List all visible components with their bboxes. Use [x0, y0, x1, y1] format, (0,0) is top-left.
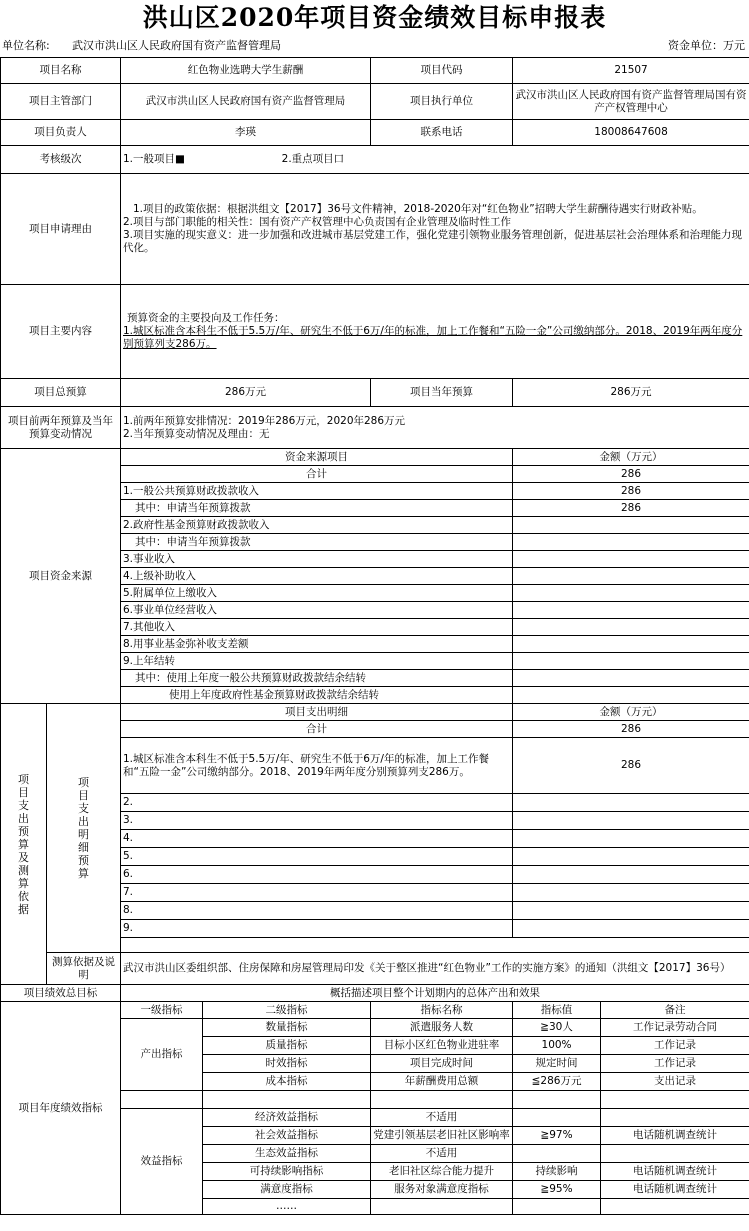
project-code-label: 项目代码	[371, 58, 513, 84]
ind-l2: 满意度指标	[203, 1181, 371, 1199]
ind-spacer	[513, 1091, 601, 1109]
expense-item-1-amount: 286	[513, 738, 749, 794]
person: 李瑛	[121, 120, 371, 146]
ind-name: 不适用	[371, 1145, 513, 1163]
ind-l2: 时效指标	[203, 1055, 371, 1073]
reason-content	[121, 174, 749, 285]
expense-total: 286	[513, 721, 749, 738]
ind-value: ≦286万元	[513, 1073, 601, 1091]
project-code: 21507	[513, 58, 749, 84]
funding-item: 使用上年度政府性基金预算财政拨款结余结转	[121, 687, 513, 704]
funding-col-amount: 金额（万元）	[513, 449, 749, 466]
expense-amount	[513, 794, 749, 812]
expense-col-item: 项目支出明细	[121, 704, 513, 721]
ind-name: 服务对象满意度指标	[371, 1181, 513, 1199]
basis-text: 武汉市洪山区委组织部、住房保障和房屋管理局印发《关于整区推进“红色物业”工作的实施方案》的通知（洪组文【2017】36号）	[121, 953, 749, 985]
total-budget: 286万元	[121, 379, 371, 407]
funding-amount	[513, 602, 749, 619]
ind-value: ≧97%	[513, 1127, 601, 1145]
expense-inner-label: 项 目 支 出 明 细 预 算	[47, 704, 121, 953]
funding-item: 9.上年结转	[121, 653, 513, 670]
page-title: 洪山区2020年项目资金绩效目标申报表	[142, 3, 607, 32]
expense-amount	[513, 884, 749, 902]
ind-value: 100%	[513, 1037, 601, 1055]
change-line-2: 2.当年预算变动情况及理由：无	[123, 427, 270, 440]
change-label: 项目前两年预算及当年预算变动情况	[1, 407, 121, 449]
expense-col-amount: 金额（万元）	[513, 704, 749, 721]
ind-value: ≧30人	[513, 1019, 601, 1037]
ind-h1: 一级指标	[121, 1002, 203, 1019]
exec-unit-label: 项目执行单位	[371, 84, 513, 120]
ind-note: 工作记录	[601, 1037, 749, 1055]
expense-spacer	[121, 938, 749, 953]
reason-line-3: 3.项目实施的现实意义：进一步加强和改进城市基层党建工作，强化党建引领物业服务管理创新，促进基层社会治理体系和治理能力现代化。	[123, 229, 743, 254]
ind-l2: 成本指标	[203, 1073, 371, 1091]
ind-name: 目标小区红色物业进驻率	[371, 1037, 513, 1055]
unit-name: 武汉市洪山区人民政府国有资产监督管理局	[72, 39, 281, 52]
expense-item: 2.	[121, 794, 513, 812]
expense-item: 9.	[121, 920, 513, 938]
funding-amount	[513, 568, 749, 585]
ind-note: 支出记录	[601, 1073, 749, 1091]
indicators-label: 项目年度绩效指标	[1, 1002, 121, 1215]
funding-item: 5.附属单位上缴收入	[121, 585, 513, 602]
project-name-label: 项目名称	[1, 58, 121, 84]
unit-label: 单位名称:	[2, 39, 50, 52]
exec-unit: 武汉市洪山区人民政府国有资产监督管理局国有资产产权管理中心	[513, 84, 749, 120]
goal-text: 概括描述项目整个计划期内的总体产出和效果	[121, 985, 749, 1002]
money-unit: 资金单位：万元	[668, 39, 745, 52]
ind-h3: 指标名称	[371, 1002, 513, 1019]
ind-note: 工作记录劳动合同	[601, 1019, 749, 1037]
ind-name: 项目完成时间	[371, 1055, 513, 1073]
content-label: 项目主要内容	[1, 285, 121, 379]
ind-name	[371, 1199, 513, 1215]
funding-item: 其中：使用上年度一般公共预算财政拨款结余结转	[121, 670, 513, 687]
level-option-general: 1.一般项目■	[123, 153, 185, 165]
ind-name: 老旧社区综合能力提升	[371, 1163, 513, 1181]
content-content	[121, 285, 749, 379]
funding-amount	[513, 636, 749, 653]
ind-l2: 可持续影响指标	[203, 1163, 371, 1181]
ind-l2: 社会效益指标	[203, 1127, 371, 1145]
funding-col-item: 资金来源项目	[121, 449, 513, 466]
content-line-1: 预算资金的主要投向及工作任务：	[127, 312, 285, 324]
ind-spacer	[203, 1091, 371, 1109]
ind-note: 电话随机调查统计	[601, 1163, 749, 1181]
ind-l2: 数量指标	[203, 1019, 371, 1037]
funding-item: 7.其他收入	[121, 619, 513, 636]
expense-item: 4.	[121, 830, 513, 848]
funding-amount	[513, 619, 749, 636]
funding-amount	[513, 585, 749, 602]
expense-item: 7.	[121, 884, 513, 902]
reason-line-1: 1.项目的政策依据：根据洪组文【2017】36号文件精神，2018-2020年对“红色物业”招聘大学生薪酬待遇实行财政补贴。	[133, 203, 703, 215]
expense-item-1: 1.城区标准含本科生不低于5.5万/年、研究生不低于6万/年的标准，加上工作餐和“五险一金”公司缴纳部分。2018、2019年两年度分别预算列支286万。	[121, 738, 513, 794]
ind-note: 电话随机调查统计	[601, 1181, 749, 1199]
funding-item: 其中：申请当年预算拨款	[121, 534, 513, 551]
expense-outer-label: 项 目 支 出 预 算 及 测 算 依 据	[1, 704, 47, 985]
ind-value	[513, 1109, 601, 1127]
funding-amount	[513, 687, 749, 704]
ind-note	[601, 1109, 749, 1127]
total-budget-label: 项目总预算	[1, 379, 121, 407]
expense-item: 8.	[121, 902, 513, 920]
ind-name: 派遣服务人数	[371, 1019, 513, 1037]
ind-l2: 生态效益指标	[203, 1145, 371, 1163]
expense-item: 3.	[121, 812, 513, 830]
funding-item: 合计	[121, 466, 513, 483]
project-name: 红色物业选聘大学生薪酬	[121, 58, 371, 84]
funding-amount: 286	[513, 466, 749, 483]
change-line-1: 1.前两年预算安排情况：2019年286万元，2020年286万元	[123, 414, 406, 427]
current-budget: 286万元	[513, 379, 749, 407]
level-option-key: 2.重点项目口	[281, 153, 345, 165]
funding-amount	[513, 670, 749, 687]
ind-l2: 质量指标	[203, 1037, 371, 1055]
expense-amount	[513, 812, 749, 830]
ind-value: ≧95%	[513, 1181, 601, 1199]
ind-spacer	[121, 1091, 203, 1109]
ind-h4: 指标值	[513, 1002, 601, 1019]
ind-value: 规定时间	[513, 1055, 601, 1073]
phone-label: 联系电话	[371, 120, 513, 146]
ind-l2: ……	[203, 1199, 371, 1215]
goal-label: 项目绩效总目标	[1, 985, 121, 1002]
reason-line-2: 2.项目与部门职能的相关性：国有资产产权管理中心负责国有企业管理及临时性工作	[123, 216, 512, 228]
effect-label: 效益指标	[121, 1109, 203, 1215]
ind-spacer	[371, 1091, 513, 1109]
funding-amount	[513, 517, 749, 534]
funding-label: 项目资金来源	[1, 449, 121, 704]
reason-label: 项目申请理由	[1, 174, 121, 285]
ind-value	[513, 1199, 601, 1215]
expense-total-label: 合计	[121, 721, 513, 738]
ind-name: 不适用	[371, 1109, 513, 1127]
funding-amount	[513, 551, 749, 568]
dept-label: 项目主管部门	[1, 84, 121, 120]
expense-amount	[513, 848, 749, 866]
funding-amount	[513, 653, 749, 670]
funding-item: 8.用事业基金弥补收支差额	[121, 636, 513, 653]
ind-note	[601, 1145, 749, 1163]
phone: 18008647608	[513, 120, 749, 146]
person-label: 项目负责人	[1, 120, 121, 146]
ind-spacer	[601, 1091, 749, 1109]
expense-item: 6.	[121, 866, 513, 884]
ind-l2: 经济效益指标	[203, 1109, 371, 1127]
ind-note: 工作记录	[601, 1055, 749, 1073]
output-label: 产出指标	[121, 1019, 203, 1091]
ind-h5: 备注	[601, 1002, 749, 1019]
basis-label: 测算依据及说明	[47, 953, 121, 985]
dept: 武汉市洪山区人民政府国有资产监督管理局	[121, 84, 371, 120]
performance-table	[0, 57, 749, 1215]
funding-item: 6.事业单位经营收入	[121, 602, 513, 619]
expense-item: 5.	[121, 848, 513, 866]
funding-item: 其中：申请当年预算拨款	[121, 500, 513, 517]
ind-name: 年薪酬费用总额	[371, 1073, 513, 1091]
expense-amount	[513, 920, 749, 938]
ind-note: 电话随机调查统计	[601, 1127, 749, 1145]
funding-item: 2.政府性基金预算财政拨款收入	[121, 517, 513, 534]
ind-value: 持续影响	[513, 1163, 601, 1181]
ind-h2: 二级指标	[203, 1002, 371, 1019]
expense-amount	[513, 830, 749, 848]
level-label: 考核级次	[1, 146, 121, 174]
change-content	[121, 407, 749, 449]
funding-amount	[513, 534, 749, 551]
expense-amount	[513, 866, 749, 884]
funding-item: 1.一般公共预算财政拨款收入	[121, 483, 513, 500]
ind-name: 党建引领基层老旧社区影响率	[371, 1127, 513, 1145]
funding-item: 4.上级补助收入	[121, 568, 513, 585]
content-line-2: 1.城区标准含本科生不低于5.5万/年、研究生不低于6万/年的标准，加上工作餐和“五险一金”公司缴纳部分。2018、2019年两年度分别预算列支286万。	[123, 325, 743, 350]
funding-amount: 286	[513, 500, 749, 517]
funding-amount: 286	[513, 483, 749, 500]
ind-note	[601, 1199, 749, 1215]
ind-value	[513, 1145, 601, 1163]
current-budget-label: 项目当年预算	[371, 379, 513, 407]
expense-amount	[513, 902, 749, 920]
level-options	[121, 146, 749, 174]
funding-item: 3.事业收入	[121, 551, 513, 568]
